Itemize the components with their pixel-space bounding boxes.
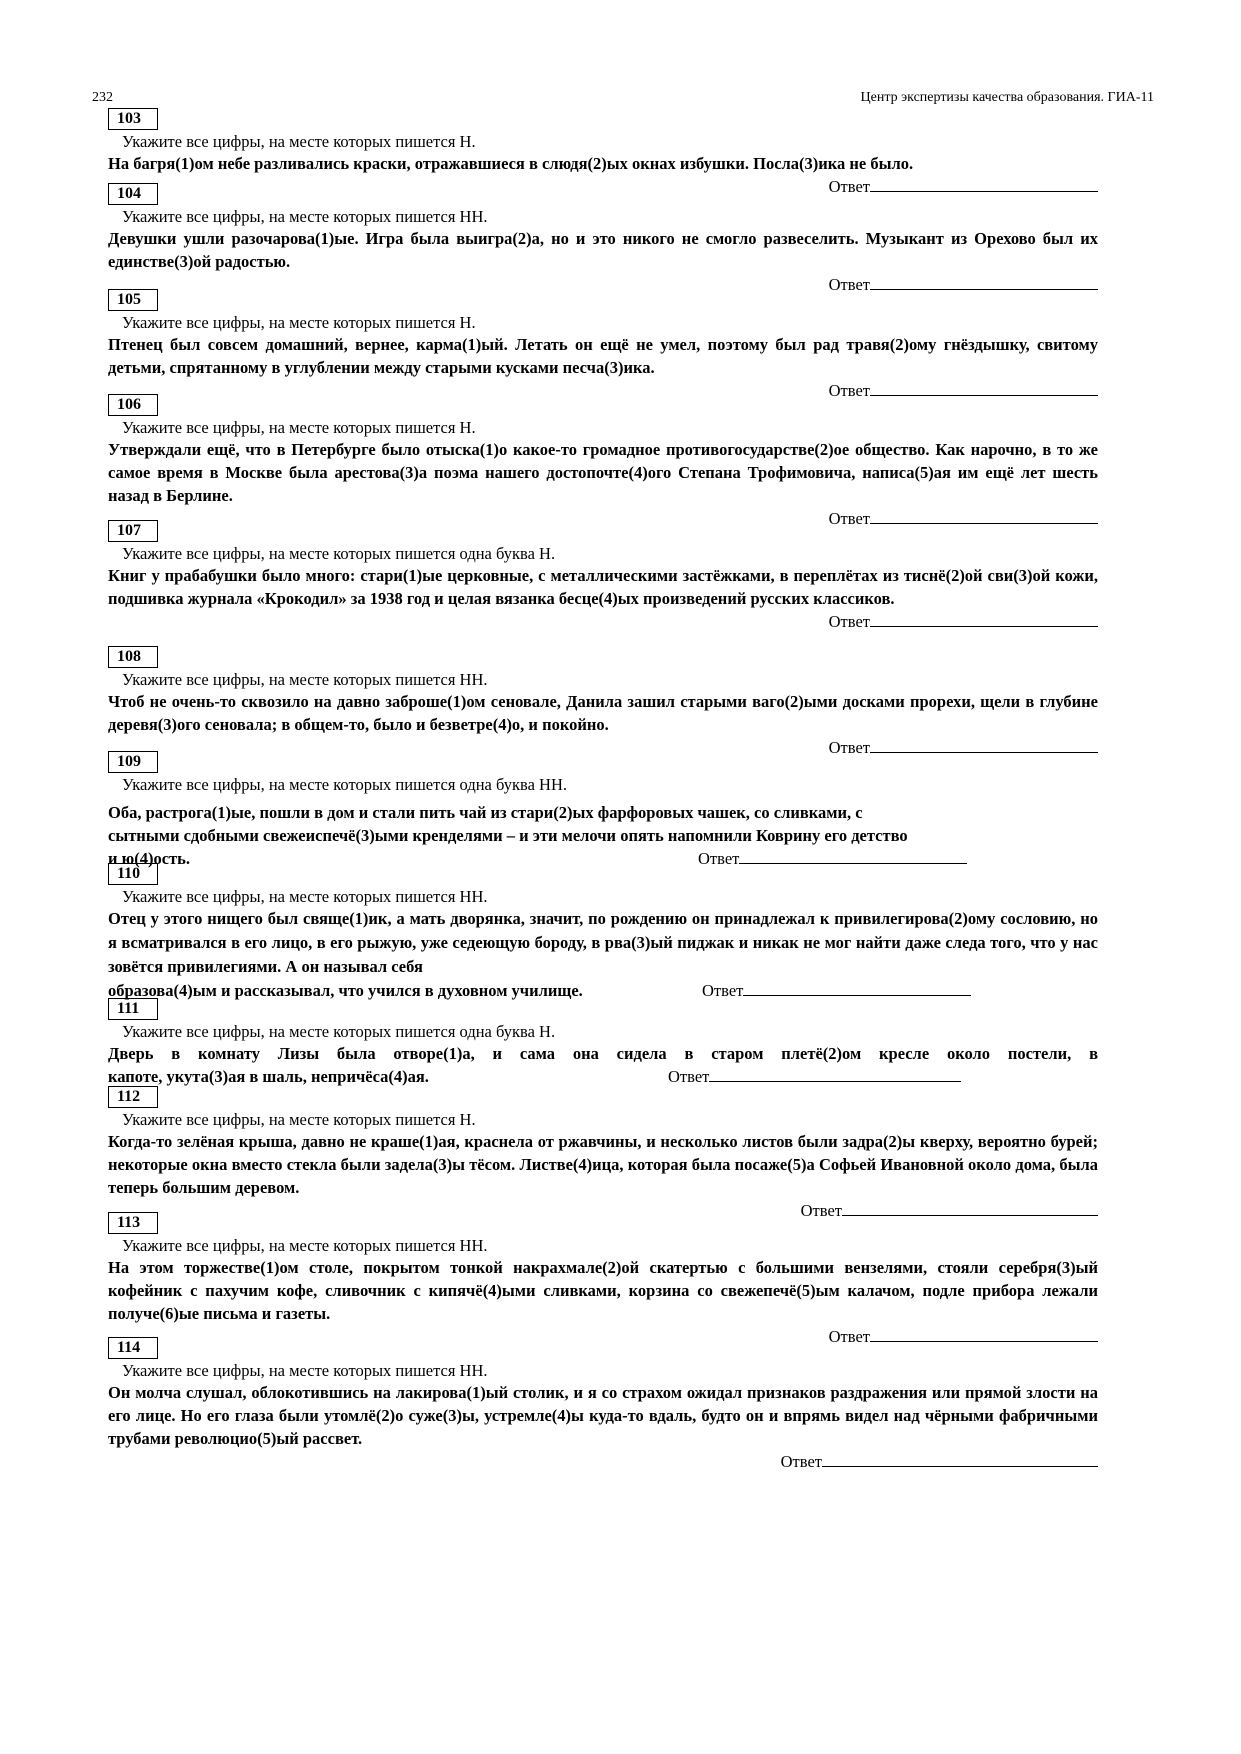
task-instruction: Укажите все цифры, на месте которых пишется НН.	[122, 887, 488, 906]
task-text-line: сытными сдобными свежеиспечё(3)ыми кренделями – и эти мелочи опять напомнили Коврину его детство	[108, 826, 908, 845]
task-110	[108, 863, 1098, 1002]
answer-label: Ответ	[828, 1327, 870, 1346]
answer-field[interactable]	[668, 1065, 961, 1088]
task-107	[108, 520, 1098, 632]
answer-label: Ответ	[828, 177, 870, 196]
task-text-last-line	[108, 1065, 1098, 1088]
task-text: Дверь в комнату Лизы была отворе(1)а, и сама она сидела в старом плетё(2)ом кресле около постели, в	[108, 1044, 1098, 1063]
task-number: 109	[108, 751, 158, 773]
task-number: 105	[108, 289, 158, 311]
task-text-tail: и ю(4)ость.	[108, 849, 191, 868]
task-number: 111	[108, 998, 158, 1020]
task-instruction: Укажите все цифры, на месте которых пишется одна буква Н.	[122, 544, 556, 563]
answer-line[interactable]	[743, 979, 971, 996]
task-number: 108	[108, 646, 158, 668]
task-text: Девушки ушли разочарова(1)ые. Игра была выигра(2)а, но и это никого не смогло развеселить. Музыкант из Орехово был их единстве(3)ой радостью.	[108, 229, 1098, 271]
task-number: 114	[108, 1337, 158, 1359]
task-text: Утверждали ещё, что в Петербурге было отыска(1)о какое-то громадное противогосударстве(2)ое общество. Как нарочно, в то же самое время в Москве была арестова(3)а поэма нашего достопочте(4)ого Степана Трофимовича, написа(5)ая им ещё лет шесть назад в Берлине.	[108, 440, 1098, 505]
answer-label: Ответ	[800, 1201, 842, 1220]
task-number: 112	[108, 1086, 158, 1108]
answer-line[interactable]	[709, 1065, 961, 1082]
answer-row	[108, 610, 1098, 632]
answer-label: Ответ	[780, 1452, 822, 1471]
task-104	[108, 183, 1098, 295]
answer-label: Ответ	[828, 381, 870, 400]
task-111	[108, 998, 1098, 1088]
task-text: На этом торжестве(1)ом столе, покрытом тонкой накрахмале(2)ой скатертью с большими вензелями, стояли серебря(3)ый кофейник с пахучим кофе, сливочник с кипячё(4)ыми сливками, корзина со свежепечё(5)ым калачом, подле прибора лежали получе(6)ые письма и газеты.	[108, 1258, 1098, 1323]
answer-label: Ответ	[668, 1067, 710, 1086]
answer-label: Ответ	[702, 981, 744, 1000]
task-instruction: Укажите все цифры, на месте которых пишется Н.	[122, 418, 476, 437]
answer-label: Ответ	[828, 612, 870, 631]
task-text-tail: капоте, укута(3)ая в шаль, непричёса(4)ая.	[108, 1067, 429, 1086]
page-number: 232	[92, 90, 113, 105]
task-number: 103	[108, 108, 158, 130]
header-title: Центр экспертизы качества образования. ГИА-11	[860, 90, 1154, 105]
answer-row	[108, 1450, 1098, 1472]
task-106	[108, 394, 1098, 529]
task-instruction: Укажите все цифры, на месте которых пишется Н.	[122, 1110, 476, 1129]
task-114	[108, 1337, 1098, 1472]
page-header	[92, 90, 1154, 110]
task-text-line: Оба, растрога(1)ые, пошли в дом и стали пить чай из стари(2)ых фарфоровых чашек, со сливками, с	[108, 803, 863, 822]
answer-field[interactable]	[829, 610, 1098, 632]
task-number: 106	[108, 394, 158, 416]
task-instruction: Укажите все цифры, на месте которых пишется НН.	[122, 670, 488, 689]
task-number: 104	[108, 183, 158, 205]
task-113	[108, 1212, 1098, 1347]
task-instruction: Укажите все цифры, на месте которых пишется одна буква НН.	[122, 775, 568, 794]
answer-line[interactable]	[822, 1450, 1098, 1467]
task-109	[108, 751, 1098, 870]
task-text: Чтоб не очень-то сквозило на давно заброше(1)ом сеновале, Данила зашил старыми ваго(2)ыми досками прорехи, щели в глубине деревя(3)ого сеновала; в общем-то, было и безветре(4)о, и покойно.	[108, 692, 1098, 734]
answer-line[interactable]	[870, 610, 1098, 627]
task-108	[108, 646, 1098, 758]
task-text: На багря(1)ом небе разливались краски, отражавшиеся в слюдя(2)ых окнах избушки. Посла(3)ика не было.	[108, 154, 914, 173]
answer-label: Ответ	[828, 738, 870, 757]
task-instruction: Укажите все цифры, на месте которых пишется одна буква Н.	[122, 1022, 556, 1041]
task-number: 110	[108, 863, 158, 885]
task-text: Он молча слушал, облокотившись на лакирова(1)ый столик, и я со страхом ожидал признаков раздражения или прямой злости на его лице. Но его глаза были утомлё(2)о суже(3)ы, устремле(4)ы куда-то вдаль, будто он и впрямь видел над чёрными фабричными трубами революцио(5)ый рассвет.	[108, 1383, 1098, 1448]
task-105	[108, 289, 1098, 401]
task-number: 113	[108, 1212, 158, 1234]
task-112	[108, 1086, 1098, 1221]
task-instruction: Укажите все цифры, на месте которых пишется НН.	[122, 1236, 488, 1255]
answer-label: Ответ	[828, 275, 870, 294]
task-instruction: Укажите все цифры, на месте которых пишется НН.	[122, 1361, 488, 1380]
task-text: Когда-то зелёная крыша, давно не краше(1)ая, краснела от ржавчины, и несколько листов были задра(2)ы кверху, вероятно бурей; некоторые окна вместо стекла были задела(3)ы тёсом. Листве(4)ица, которая была посаже(5)а Софьей Ивановной около дома, была теперь большим деревом.	[108, 1132, 1098, 1197]
task-text-tail: образова(4)ым и рассказывал, что учился в духовном училище.	[108, 981, 583, 1000]
task-text: Птенец был совсем домашний, вернее, карма(1)ый. Летать он ещё не умел, поэтому был рад травя(2)ому гнёздышку, свитому детьми, спрятанному в углублении между старыми кусками песча(3)ика.	[108, 335, 1098, 377]
answer-line[interactable]	[739, 847, 967, 864]
task-text: Отец у этого нищего был свяще(1)ик, а мать дворянка, значит, по рождению он принадлежал к привилегирова(2)ому сословию, но я всматривался в его лицо, в его рыжую, уже седеющую бороду, в рва(3)ый пиджак и никак не мог найти даже следа того, что у нас зовётся привилегиями. А он называл себя	[108, 909, 1098, 976]
task-instruction: Укажите все цифры, на месте которых пишется НН.	[122, 207, 488, 226]
answer-field[interactable]	[781, 1450, 1098, 1472]
answer-label: Ответ	[828, 509, 870, 528]
answer-line[interactable]	[870, 273, 1098, 290]
task-text: Книг у прабабушки было много: стари(1)ые церковные, с металлическими застёжками, в переплётах из тиснё(2)ой сви(3)ой кожи, подшивка журнала «Крокодил» за 1938 год и целая вязанка бесце(4)ых произведений русских классиков.	[108, 566, 1098, 608]
task-instruction: Укажите все цифры, на месте которых пишется Н.	[122, 313, 476, 332]
task-number: 107	[108, 520, 158, 542]
task-instruction: Укажите все цифры, на месте которых пишется Н.	[122, 132, 476, 151]
answer-label: Ответ	[698, 849, 740, 868]
